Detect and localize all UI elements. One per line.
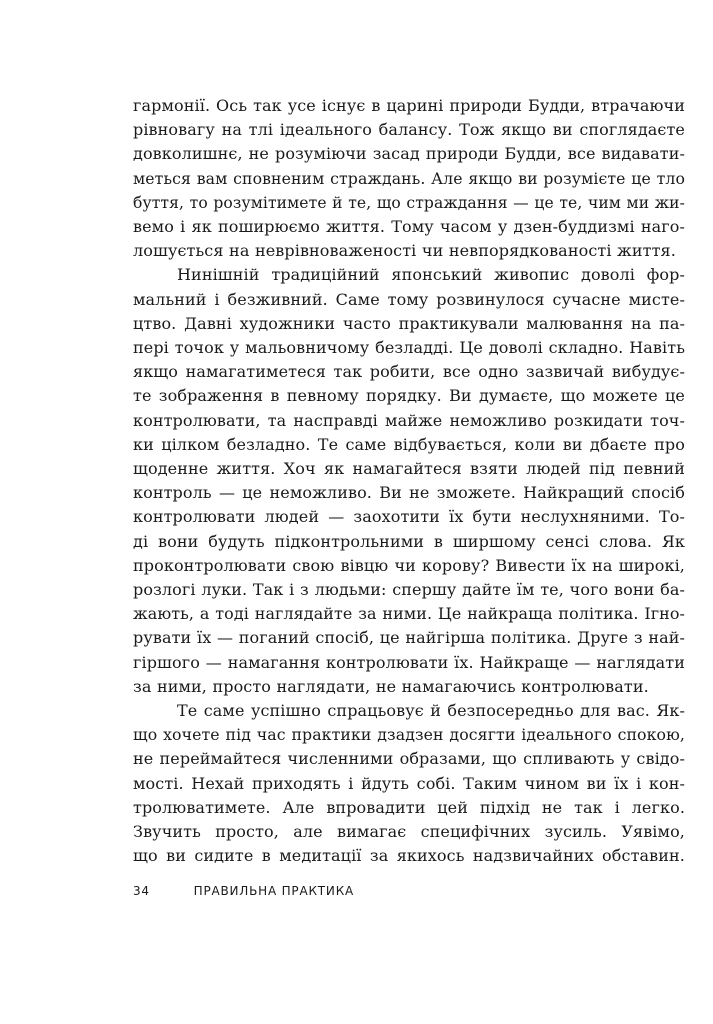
text-line: меться вам сповненим страждань. Але якщо ви розумієте це тло	[133, 168, 685, 188]
text-line: не переймайтеся численними образами, що спливають у свідо-	[133, 749, 685, 769]
text-line: гіршого — намагання контролювати їх. Найкраще — наглядати	[133, 652, 685, 672]
text-line: цтво. Давні художники часто практикували малювання на па-	[133, 313, 685, 333]
page-number: 34	[133, 884, 150, 898]
text-line: жають, а тоді наглядайте за ними. Це найкраща політика. Ігно-	[133, 604, 685, 624]
text-line: мальний і безживний. Саме тому розвинулося сучасне мисте-	[133, 289, 685, 309]
text-line: контролювати, та насправді майже неможливо розкидати точ-	[133, 410, 685, 430]
paragraph-3	[133, 699, 685, 868]
text-line: Те саме успішно спрацьовує й безпосередньо для вас. Як-	[177, 701, 685, 721]
paragraph-1	[133, 94, 685, 263]
text-line: рувати їх — поганий спосіб, це найгірша політика. Друге з най-	[133, 628, 685, 648]
text-line: проконтролювати свою вівцю чи корову? Вивести їх на широкі,	[133, 555, 685, 575]
paragraph-2	[133, 263, 685, 699]
text-line: якщо намагатиметеся так робити, все одно зазвичай вибудує-	[133, 362, 685, 382]
text-line: буття, то розумітимете й те, що страждання — це те, чим ми жи-	[133, 193, 685, 212]
text-line: Нинішній традиційний японський живопис доволі фор-	[177, 265, 685, 285]
text-line: Звучить просто, але вимагає специфічних зусиль. Уявімо,	[133, 822, 685, 842]
page-footer	[133, 884, 354, 898]
text-line: те зображення в певному порядку. Ви думаєте, що можете це	[133, 386, 685, 406]
text-line: розлогі луки. Так і з людьми: спершу дайте їм те, чого вони ба-	[133, 580, 685, 600]
text-line: мості. Нехай приходять і йдуть собі. Таким чином ви їх і кон-	[133, 773, 685, 793]
body-text	[133, 94, 685, 869]
text-line: щоденне життя. Хоч як намагайтеся взяти людей під певний	[133, 459, 685, 479]
text-line: за ними, просто наглядати, не намагаючись контролювати.	[133, 676, 649, 696]
text-line: гармонії. Ось так усе існує в царині природи Будди, втрачаючи	[133, 96, 685, 115]
text-line: пері точок у мальовничому безладді. Це доволі складно. Навіть	[133, 338, 685, 358]
text-line: рівновагу на тлі ідеального балансу. Тож якщо ви споглядаєте	[133, 120, 685, 140]
text-line: що ви сидите в медитації за якихось надзвичайних обставин.	[133, 846, 685, 866]
text-line: контроль — це неможливо. Ви не зможете. Найкращий спосіб	[133, 483, 685, 503]
text-line: лошується на неврівноваженості чи невпорядкованості життя.	[133, 241, 676, 261]
text-line: що хочете під час практики дзадзен досягти ідеального спокою,	[133, 725, 685, 745]
text-line: ді вони будуть підконтрольними в ширшому сенсі слова. Як	[133, 531, 685, 551]
text-line: ки цілком безладно. Те саме відбувається, коли ви дбаєте про	[133, 434, 685, 454]
text-line: тролюватимете. Але впровадити цей підхід не так і легко.	[133, 797, 685, 817]
running-head: ПРАВИЛЬНА ПРАКТИКА	[193, 884, 355, 898]
text-line: контролювати людей — заохотити їх бути неслухняними. То-	[133, 507, 685, 527]
text-line: вемо і як поширюємо життя. Тому часом у дзен-буддизмі наго-	[133, 217, 685, 237]
text-line: довколишнє, не розуміючи засад природи Будди, все видавати-	[133, 144, 685, 164]
